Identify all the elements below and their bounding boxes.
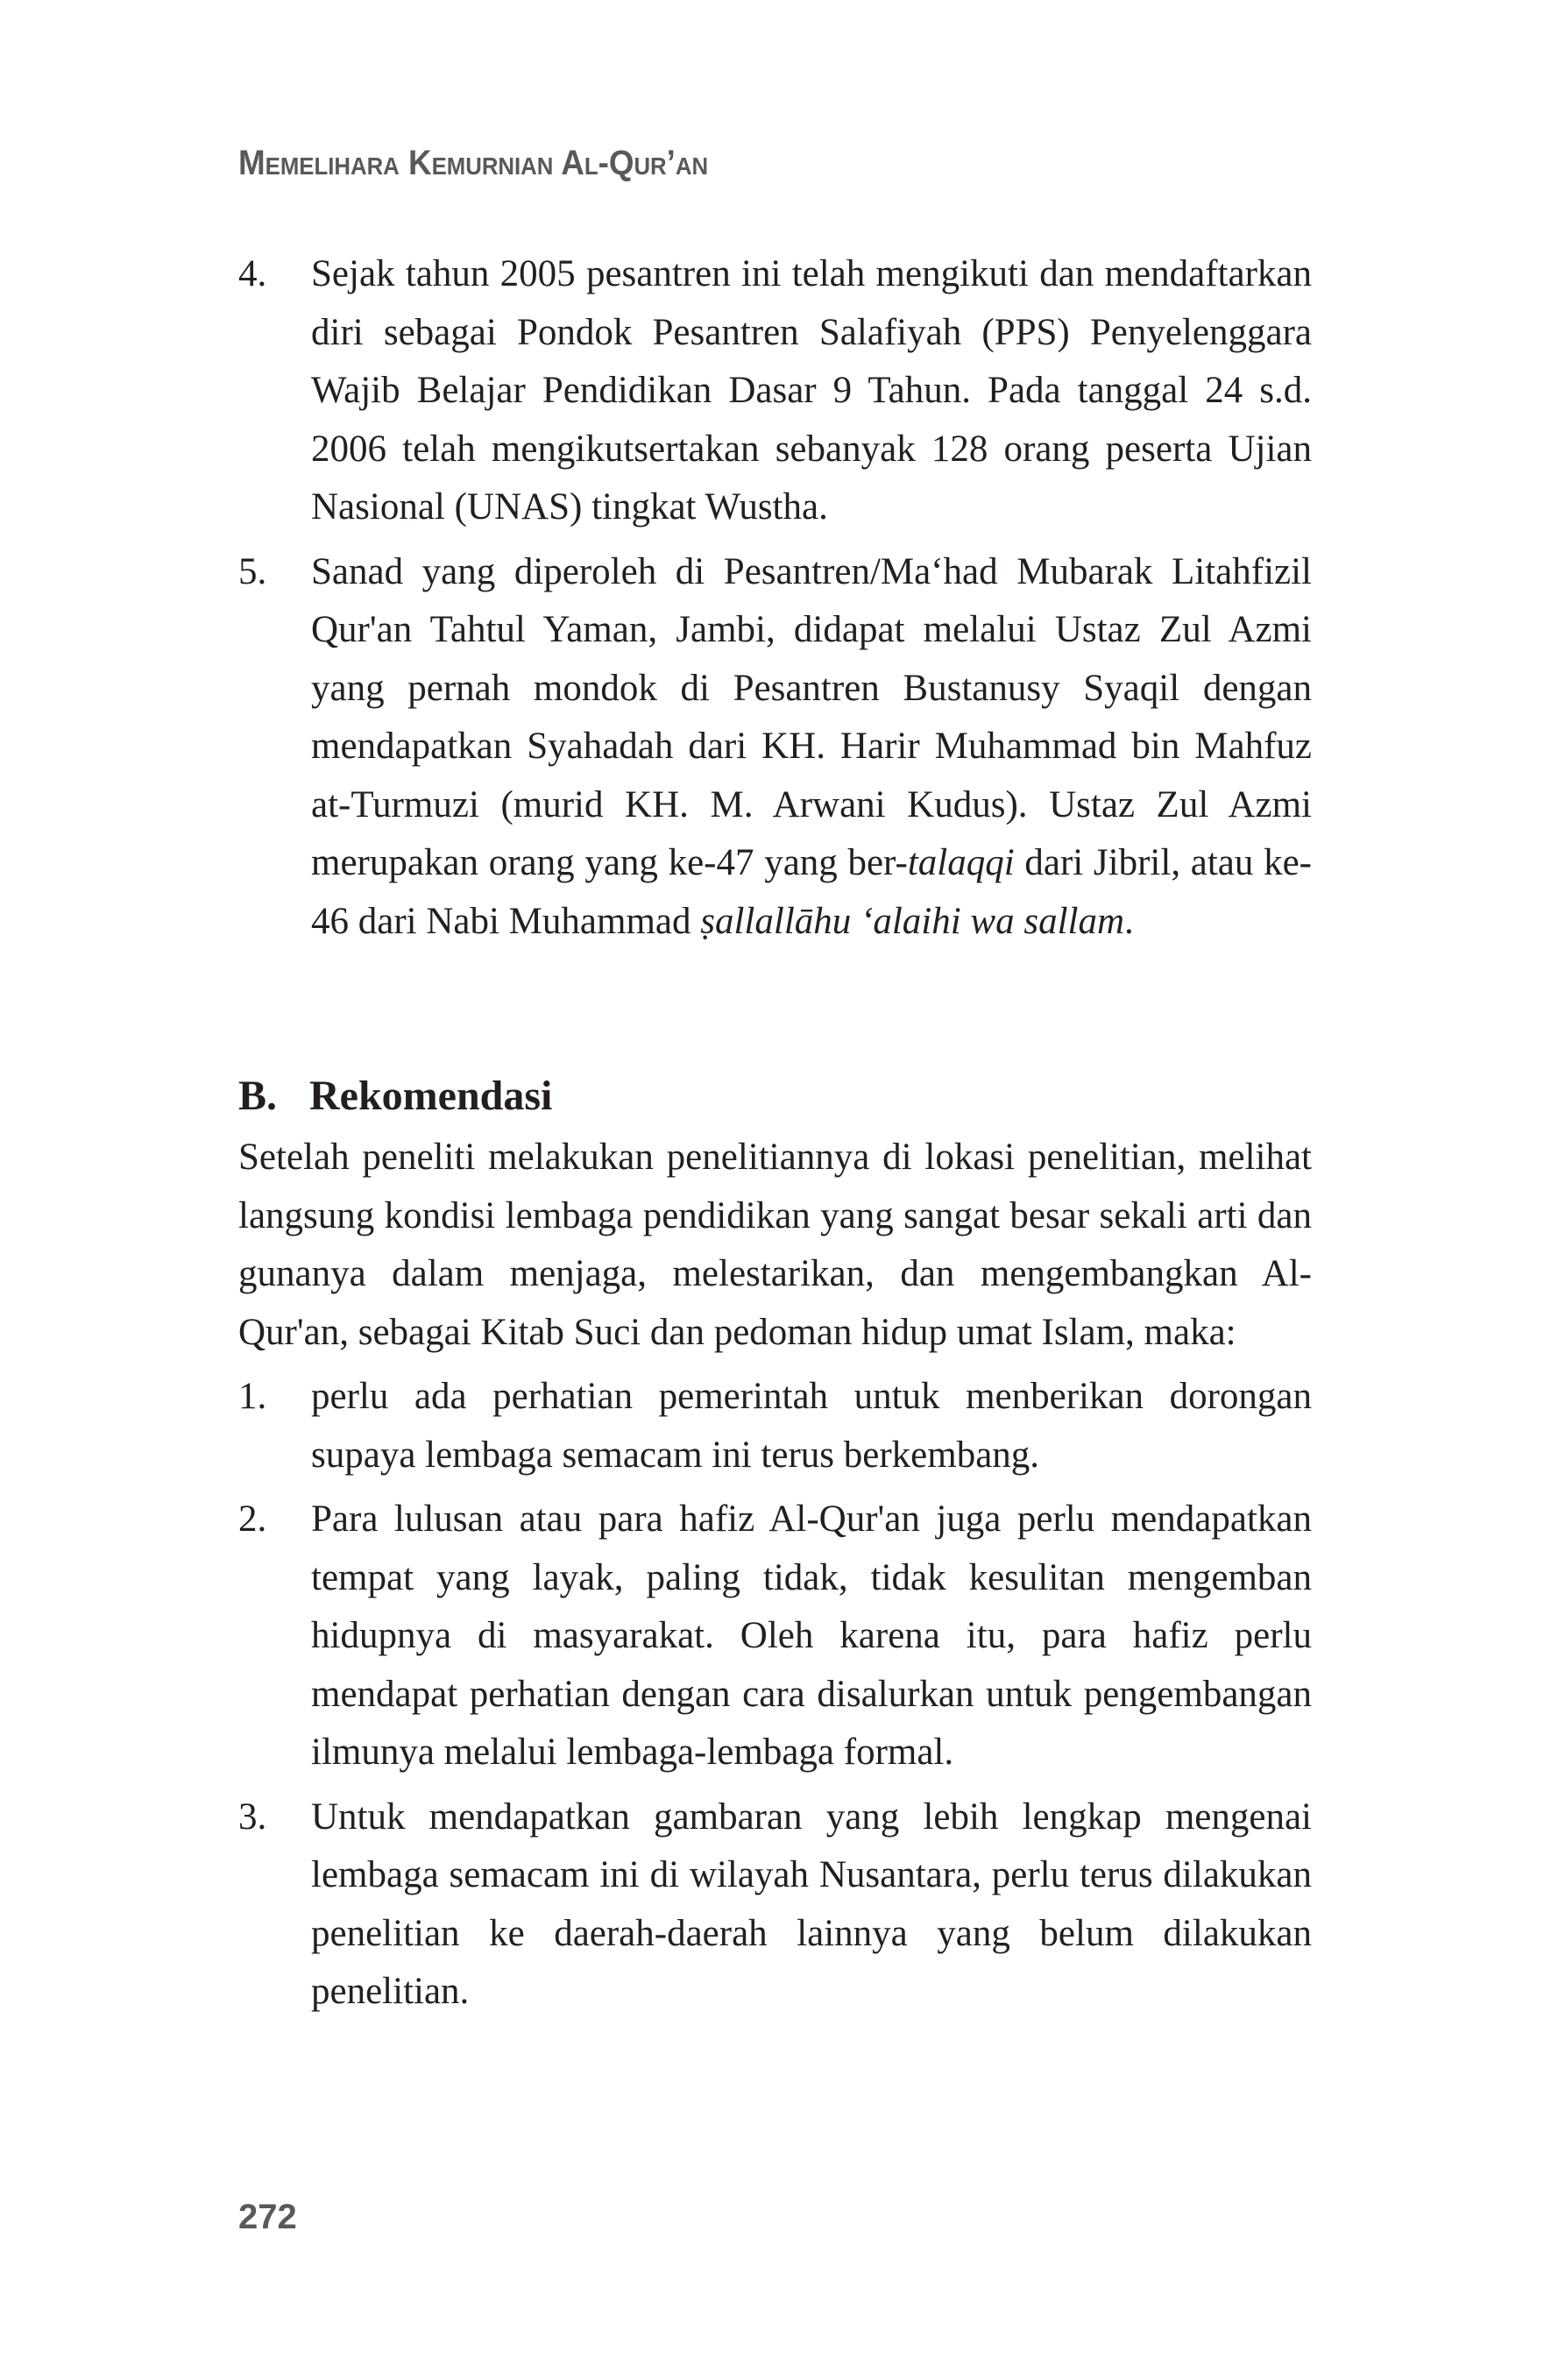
list-item [238,1368,1312,1484]
list-item-text: Para lulusan atau para hafiz Al-Qur'an juga perlu mendapatkan tempat yang layak, paling tidak, tidak kesulitan mengemban hidupnya di masyarakat. Oleh karena itu, para hafiz perlu mendapat perhatian dengan cara disalurkan untuk pengembangan ilmunya melalui lembaga-lembaga formal. [311,1498,1312,1773]
list-item-number: 3. [238,1796,267,1838]
numbered-list [238,245,1312,951]
text-segment: Sanad yang diperoleh di Pesantren/Ma‘had Mubarak Litahfizil Qur'an Tahtul Yaman, Jambi, didapat melalui Ustaz Zul Azmi yang pernah mondok di Pesantren Bustanusy Syaqil dengan mendapatkan Syahadah dari KH. Harir Muhammad bin Mahfuz at-Turmuzi (murid KH. M. Arwani Kudus). Ustaz Zul Azmi merupakan orang yang ke-47 yang ber- [311,550,1312,883]
list-item-text [311,543,1312,952]
recommendation-list [238,1368,1312,2022]
list-item-text: perlu ada perhatian pemerintah untuk menberikan dorongan supaya lembaga semacam ini terus berkembang. [311,1376,1312,1476]
running-head: Memelihara Kemurnian Al-Qur’an [238,144,709,182]
list-item-number: 1. [238,1376,267,1417]
list-item [238,245,1312,537]
section-title: Rekomendasi [309,1073,553,1119]
page-number: 272 [238,2198,297,2236]
list-item-number: 5. [238,550,267,592]
section-heading [238,1067,552,1125]
list-item [238,1491,1312,1782]
section-b-body [238,1129,1312,2028]
list-item-number: 4. [238,253,267,294]
italic-term-talaqqi: talaqqi [907,842,1015,883]
section-letter: B. [238,1073,278,1119]
intro-paragraph: Setelah peneliti melakukan penelitiannya di lokasi penelitian, melihat langsung kondisi lembaga pendidikan yang sangat besar sekali arti dan gunanya dalam menjaga, melestarikan, dan mengembangkan Al-Qur'an, sebagai Kitab Suci dan pedoman hidup umat Islam, maka: [238,1137,1312,1353]
section-a-list-continued [238,245,1312,957]
list-item [238,1789,1312,2022]
text-segment: dari Jibril, atau ke-46 dari Nabi Muhammad [311,842,1312,942]
list-item [238,543,1312,952]
list-item-text: Sejak tahun 2005 pesantren ini telah mengikuti dan mendaftarkan diri sebagai Pondok Pesantren Salafiyah (PPS) Penyelenggara Wajib Belajar Pendidikan Dasar 9 Tahun. Pada tanggal 24 s.d. 2006 telah mengikutsertakan sebanyak 128 orang peserta Ujian Nasional (UNAS) tingkat Wustha. [311,253,1312,528]
list-item-text: Untuk mendapatkan gambaran yang lebih lengkap mengenai lembaga semacam ini di wilayah Nusantara, perlu terus dilakukan penelitian ke daerah-daerah lainnya yang belum dilakukan penelitian. [311,1796,1312,2012]
italic-honorific: ṣallallāhu ‘alaihi wa sallam [700,900,1125,942]
list-item-number: 2. [238,1498,267,1540]
text-segment: . [1124,900,1134,942]
